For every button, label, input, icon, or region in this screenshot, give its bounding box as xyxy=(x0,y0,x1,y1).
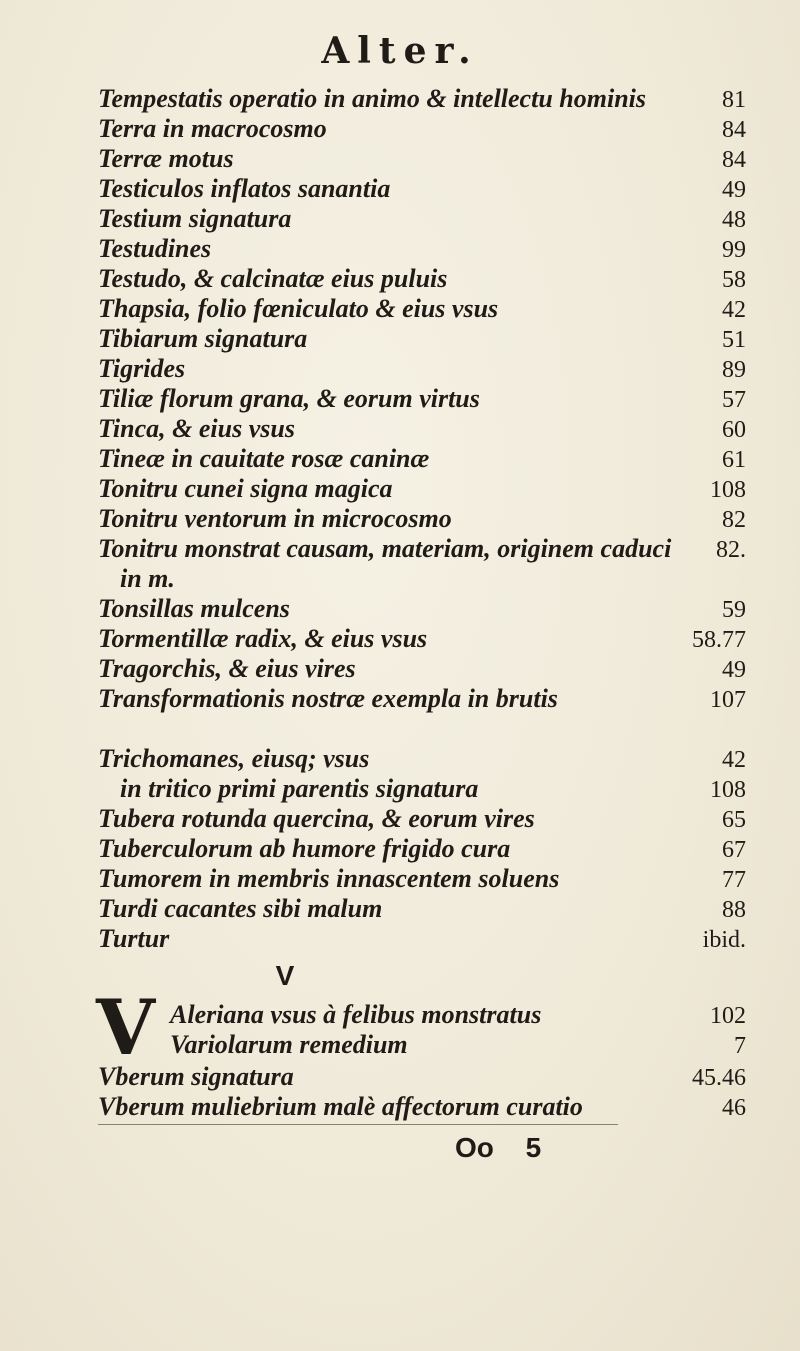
index-entry xyxy=(98,114,746,145)
entry-page: 108 xyxy=(710,777,746,803)
entry-page: 99 xyxy=(722,237,746,263)
entry-page: 102 xyxy=(710,1003,746,1029)
entry-page: 77 xyxy=(722,867,746,893)
index-entry xyxy=(98,174,746,205)
entry-page: 45.46 xyxy=(692,1065,746,1091)
entry-text: Turtur xyxy=(98,924,170,953)
index-entry xyxy=(98,294,746,325)
entry-text: Vberum muliebrium malè affectorum curatio xyxy=(98,1092,583,1121)
entry-page: 59 xyxy=(722,597,746,623)
entry-continuation: in m. xyxy=(120,564,175,593)
index-entry xyxy=(170,1030,746,1061)
entry-text: Aleriana vsus à felibus monstratus xyxy=(170,1000,542,1029)
index-entry xyxy=(98,624,746,655)
index-entry xyxy=(170,1000,746,1031)
index-entry xyxy=(98,504,746,535)
entry-page: 84 xyxy=(722,147,746,173)
entry-text: Variolarum remedium xyxy=(170,1030,408,1059)
entry-page: 7 xyxy=(734,1033,746,1059)
index-entry xyxy=(98,384,746,415)
index-entry xyxy=(120,774,746,805)
entry-text: Turdi cacantes sibi malum xyxy=(98,894,383,923)
entry-text: Tibiarum signatura xyxy=(98,324,308,353)
index-entry xyxy=(98,894,746,925)
entry-page: 84 xyxy=(722,117,746,143)
entry-page: ibid. xyxy=(702,927,746,953)
drop-cap: V xyxy=(96,983,155,1072)
index-entry xyxy=(98,684,746,715)
entry-page: 58.77 xyxy=(692,627,746,653)
entry-text: Tonitru ventorum in microcosmo xyxy=(98,504,452,533)
entry-page: 65 xyxy=(722,807,746,833)
entry-page: 107 xyxy=(710,687,746,713)
index-entry xyxy=(98,864,746,895)
entry-page: 81 xyxy=(722,87,746,113)
index-entry xyxy=(98,204,746,235)
entry-text: Tubera rotunda quercina, & eorum vires xyxy=(98,804,535,833)
footer-rule xyxy=(98,1124,618,1125)
entry-page: 51 xyxy=(722,327,746,353)
entry-text: Terræ motus xyxy=(98,144,234,173)
entry-text: Tonitru monstrat causam, materiam, originem caduci xyxy=(98,534,672,563)
index-entry xyxy=(98,414,746,445)
entry-page: 67 xyxy=(722,837,746,863)
entry-text: Tormentillæ radix, & eius vsus xyxy=(98,624,428,653)
index-entry xyxy=(98,654,746,685)
index-entry xyxy=(98,1062,746,1093)
entry-page: 42 xyxy=(722,297,746,323)
entry-page: 42 xyxy=(722,747,746,773)
entry-page: 46 xyxy=(722,1095,746,1121)
entry-page: 82. xyxy=(716,537,746,563)
index-entry xyxy=(98,144,746,175)
entry-page: 61 xyxy=(722,447,746,473)
entry-text: Terra in macrocosmo xyxy=(98,114,327,143)
index-entry xyxy=(98,594,746,625)
index-entry xyxy=(98,354,746,385)
entry-text: Trichomanes, eiusq; vsus xyxy=(98,744,370,773)
entry-text: Tumorem in membris innascentem soluens xyxy=(98,864,560,893)
entry-page: 57 xyxy=(722,387,746,413)
index-entry xyxy=(98,84,746,115)
entry-text: Tigrides xyxy=(98,354,186,383)
index-entry xyxy=(98,234,746,265)
entry-page: 48 xyxy=(722,207,746,233)
index-entry xyxy=(98,1092,746,1123)
catchword: 5 xyxy=(525,1132,542,1163)
index-entry xyxy=(98,924,746,955)
section-letter: V xyxy=(275,960,295,991)
entry-page: 82 xyxy=(722,507,746,533)
entry-page: 108 xyxy=(710,477,746,503)
entry-text: Testudo, & calcinatæ eius puluis xyxy=(98,264,448,293)
index-entry xyxy=(98,534,746,565)
entry-text: Testiculos inflatos sanantia xyxy=(98,174,391,203)
index-entry xyxy=(98,804,746,835)
entry-text: Thapsia, folio fœniculato & eius vsus xyxy=(98,294,499,323)
entry-text: Tonitru cunei signa magica xyxy=(98,474,393,503)
entry-page: 89 xyxy=(722,357,746,383)
entry-text: Transformationis nostræ exempla in brutis xyxy=(98,684,558,713)
entry-text: Tuberculorum ab humore frigido cura xyxy=(98,834,511,863)
index-entry xyxy=(98,834,746,865)
entry-page: 60 xyxy=(722,417,746,443)
index-entry xyxy=(98,474,746,505)
entry-text: Vberum signatura xyxy=(98,1062,294,1091)
entry-text: Testium signatura xyxy=(98,204,292,233)
entry-text: Tineæ in cauitate rosæ caninæ xyxy=(98,444,430,473)
entry-text: Tonsillas mulcens xyxy=(98,594,290,623)
index-entry xyxy=(98,324,746,355)
entry-text: in tritico primi parentis signatura xyxy=(120,774,479,803)
page-footer xyxy=(455,1132,541,1164)
entry-page: 88 xyxy=(722,897,746,923)
entry-text: Tinca, & eius vsus xyxy=(98,414,295,443)
index-entry xyxy=(98,744,746,775)
entry-text: Testudines xyxy=(98,234,212,263)
entry-text: Tragorchis, & eius vires xyxy=(98,654,356,683)
signature-mark: Oo xyxy=(455,1132,494,1163)
index-entry xyxy=(98,264,746,295)
index-entry xyxy=(98,444,746,475)
page-header: Alter. xyxy=(321,30,479,72)
entry-text: Tiliæ florum grana, & eorum virtus xyxy=(98,384,480,413)
entry-text: Tempestatis operatio in animo & intellectu hominis xyxy=(98,84,646,113)
entry-page: 49 xyxy=(722,657,746,683)
entry-page: 49 xyxy=(722,177,746,203)
entry-page: 58 xyxy=(722,267,746,293)
